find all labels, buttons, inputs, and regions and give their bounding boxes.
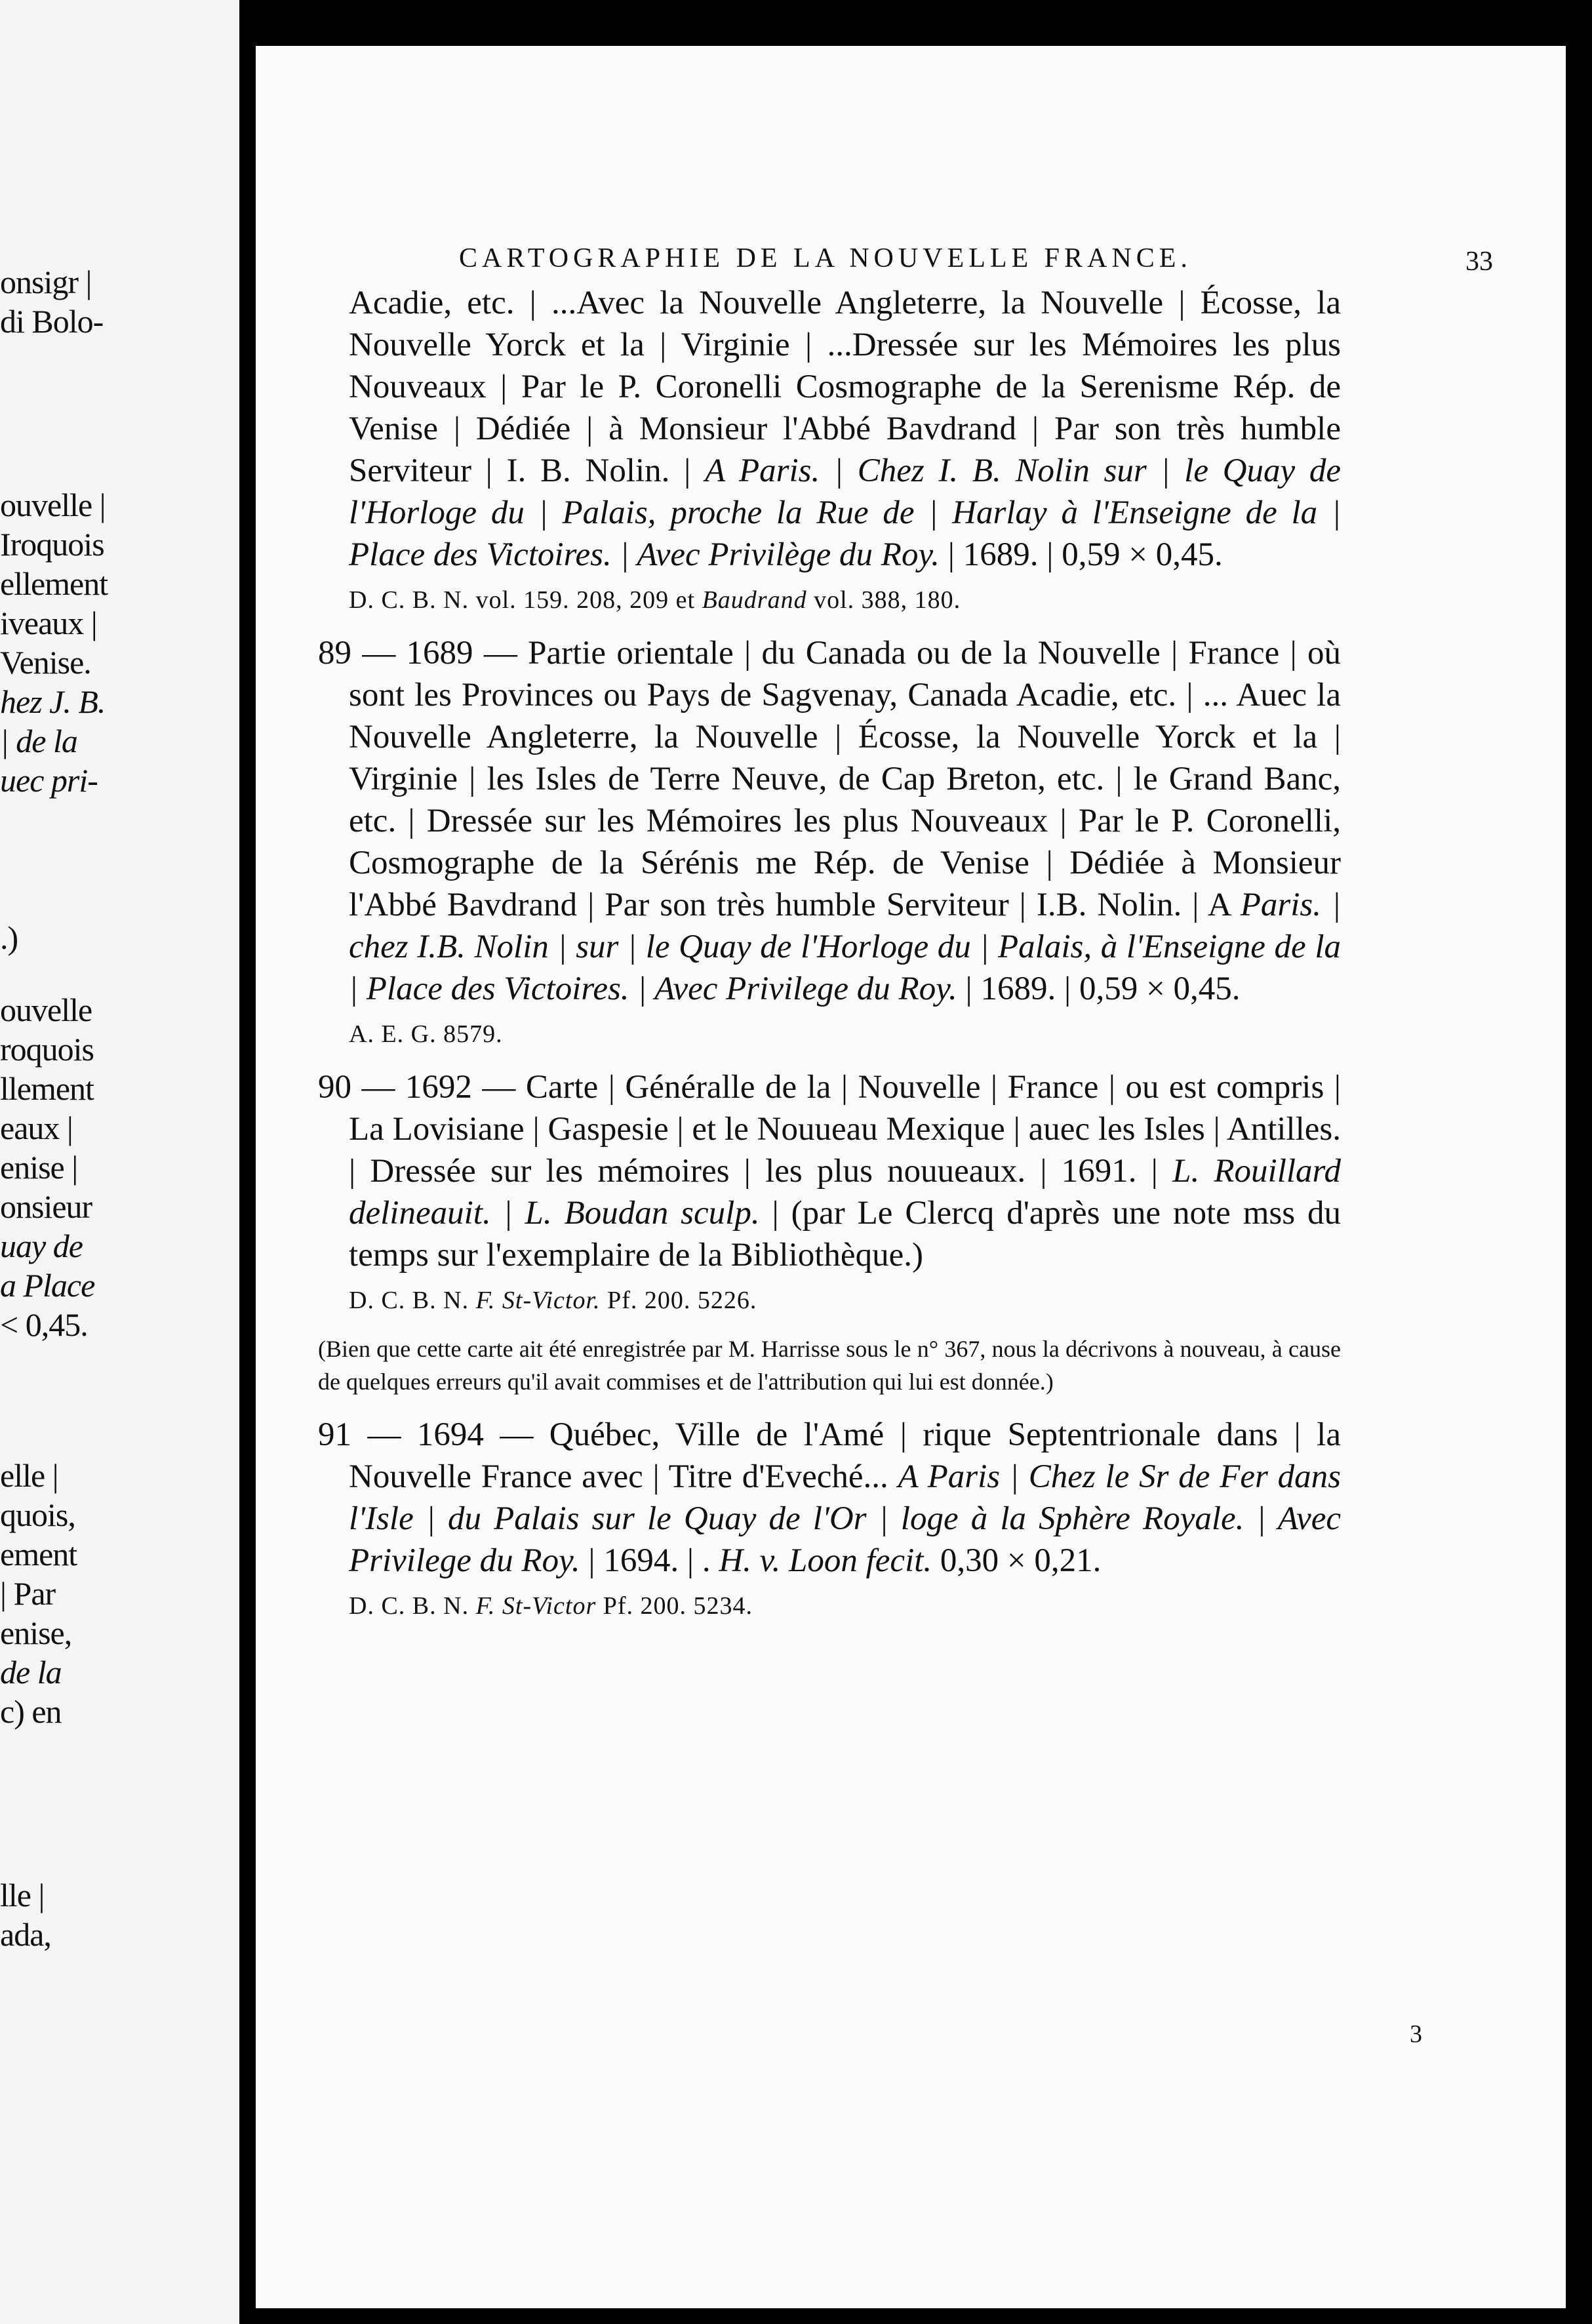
left-page-line: roquois [0, 1031, 94, 1068]
right-page [256, 46, 1566, 2308]
left-page-line: | de la [0, 723, 77, 759]
text-segment: | 1689. | 0,59 × 0,45. [940, 536, 1223, 573]
text-segment: L. Rouillard delineauit. | L. Boudan sculp. [349, 1153, 1341, 1232]
left-page-line: iveaux | [0, 605, 97, 641]
text-segment: | 1689. | 0,59 × 0,45. [957, 971, 1241, 1007]
left-page-line: .) [0, 919, 18, 956]
left-page-line: < 0,45. [0, 1306, 88, 1343]
text-segment: A. E. G. 8579. [349, 1020, 503, 1048]
text-segment: F. St-Victor [475, 1592, 597, 1620]
left-page-line: lle | [0, 1877, 45, 1913]
text-segment: Paris. | chez I.B. Nolin | sur | le Quay de l'Horloge du | Palais, à l'Enseigne de la | Place des Victoires. | Avec Privilege du Roy. [349, 887, 1342, 1007]
left-page-line: ement [0, 1536, 77, 1573]
text-segment: D. C. B. N. [349, 1592, 476, 1620]
text-segment: Acadie, etc. | ...Avec la Nouvelle Angleterre, la Nouvelle | Écosse, la Nouvelle Yorck et la | Virginie | ...Dressée sur les Mémoires les plus Nouveaux | Par le P. Coronelli Cosmographe de la Serenisme Rép. de Venise | Dédiée | à Monsieur l'Abbé Bavdrand | Par son très humble Serviteur | I. B. Nolin. | [349, 285, 1341, 489]
left-page-line: de la [0, 1654, 62, 1691]
left-page-line: ada, [0, 1916, 51, 1953]
left-page-line: eaux | [0, 1110, 73, 1146]
text-segment: | 1694. | . [580, 1542, 719, 1579]
entry-89-note [349, 1016, 1341, 1052]
text-block [318, 282, 1341, 1638]
text-segment: Pf. 200. 5234. [596, 1592, 753, 1620]
text-segment: 0,30 × 0,21. [932, 1542, 1102, 1579]
entry-91 [318, 1414, 1341, 1582]
left-page-line: c) en [0, 1693, 62, 1730]
text-segment: A Paris. | Chez I. B. Nolin sur | le Quay de l'Horloge du | Palais, proche la Rue de | Harlay à l'Enseigne de la | Place des Victoires. | Avec Privilège du Roy. [349, 452, 1341, 573]
page-number: 33 [1465, 247, 1493, 277]
left-page-line: onsieur [0, 1188, 92, 1225]
text-segment: D. C. B. N. vol. 159. 208, 209 et [349, 586, 702, 614]
text-segment: Baudrand [702, 586, 807, 614]
entry-90 [318, 1066, 1341, 1276]
left-page-line: enise | [0, 1149, 78, 1186]
text-segment: 90 — 1692 — Carte | Généralle de la | Nouvelle | France | ou est compris | La Lovisiane | Gaspesie | et le Nouueau Mexique | auec les Isles | Antilles. | Dressée sur les mémoires | les plus nouueaux. | 1691. | [318, 1069, 1341, 1190]
left-page [0, 0, 239, 2324]
left-page-line: onsigr | [0, 264, 92, 300]
entry-90-remark: (Bien que cette carte ait été enregistrée par M. Harrisse sous le n° 367, nous la décrivons à nouveau, à cause de quelques erreurs qu'il avait commises et de l'attribution qui lui est donnée.) [318, 1336, 1341, 1395]
text-segment: A Paris | Chez le Sr de Fer dans l'Isle | du Palais sur le Quay de l'Or | loge à la Sphère Royale. | Avec Privilege du Roy. [349, 1458, 1341, 1579]
left-page-line: hez J. B. [0, 683, 106, 720]
signature-mark: 3 [1410, 2020, 1422, 2048]
left-page-line: uay de [0, 1228, 83, 1264]
left-page-line: ouvelle [0, 992, 92, 1028]
entry-90-note [349, 1283, 1341, 1318]
left-page-line: llement [0, 1070, 94, 1107]
text-segment: Pf. 200. 5226. [600, 1287, 757, 1314]
text-segment: D. C. B. N. [349, 1287, 476, 1314]
entry-89 [318, 632, 1341, 1010]
left-page-line: ellement [0, 565, 108, 602]
text-segment: F. St-Victor. [475, 1287, 601, 1314]
running-head: CARTOGRAPHIE DE LA NOUVELLE FRANCE. [459, 243, 1192, 273]
left-page-line: di Bolo- [0, 303, 104, 340]
left-page-line: a Place [0, 1267, 95, 1304]
left-page-line: Iroquois [0, 526, 104, 563]
continuation-entry [349, 282, 1341, 576]
continuation-note [349, 582, 1341, 618]
text-segment: | (par Le Clercq d'après une note mss du temps sur l'exemplaire de la Bibliothèque.) [349, 1195, 1341, 1273]
left-page-line: quois, [0, 1496, 75, 1533]
left-page-line: uec pri- [0, 762, 98, 799]
left-page-line: enise, [0, 1614, 72, 1651]
text-segment: vol. 388, 180. [806, 586, 961, 614]
page-gutter [239, 0, 256, 2324]
left-page-line: ouvelle | [0, 487, 106, 523]
left-page-line: | Par [0, 1575, 56, 1612]
entry-91-note [349, 1588, 1341, 1624]
text-segment: H. v. Loon fecit. [719, 1542, 932, 1579]
text-segment: 89 — 1689 — Partie orientale | du Canada ou de la Nouvelle | France | où sont les Provinces ou Pays de Sagvenay, Canada Acadie, etc. | ... Auec la Nouvelle Angleterre, la Nouvelle | Écosse, la Nouvelle Yorck et la | Virginie | les Isles de Terre Neuve, de Cap Breton, etc. | le Grand Banc, etc. | Dressée sur les Mémoires les plus Nouveaux | Par le P. Coronelli, Cosmographe de la Sérénis me Rép. de Venise | Dédiée à Monsieur l'Abbé Bavdrand | Par son très humble Serviteur | I.B. Nolin. | A [318, 635, 1341, 923]
left-page-line: elle | [0, 1457, 58, 1494]
left-page-line: Venise. [0, 644, 91, 681]
text-segment: 91 — 1694 — Québec, Ville de l'Amé | rique Septentrionale dans | la Nouvelle France avec | Titre d'Eveché... [318, 1416, 1341, 1495]
